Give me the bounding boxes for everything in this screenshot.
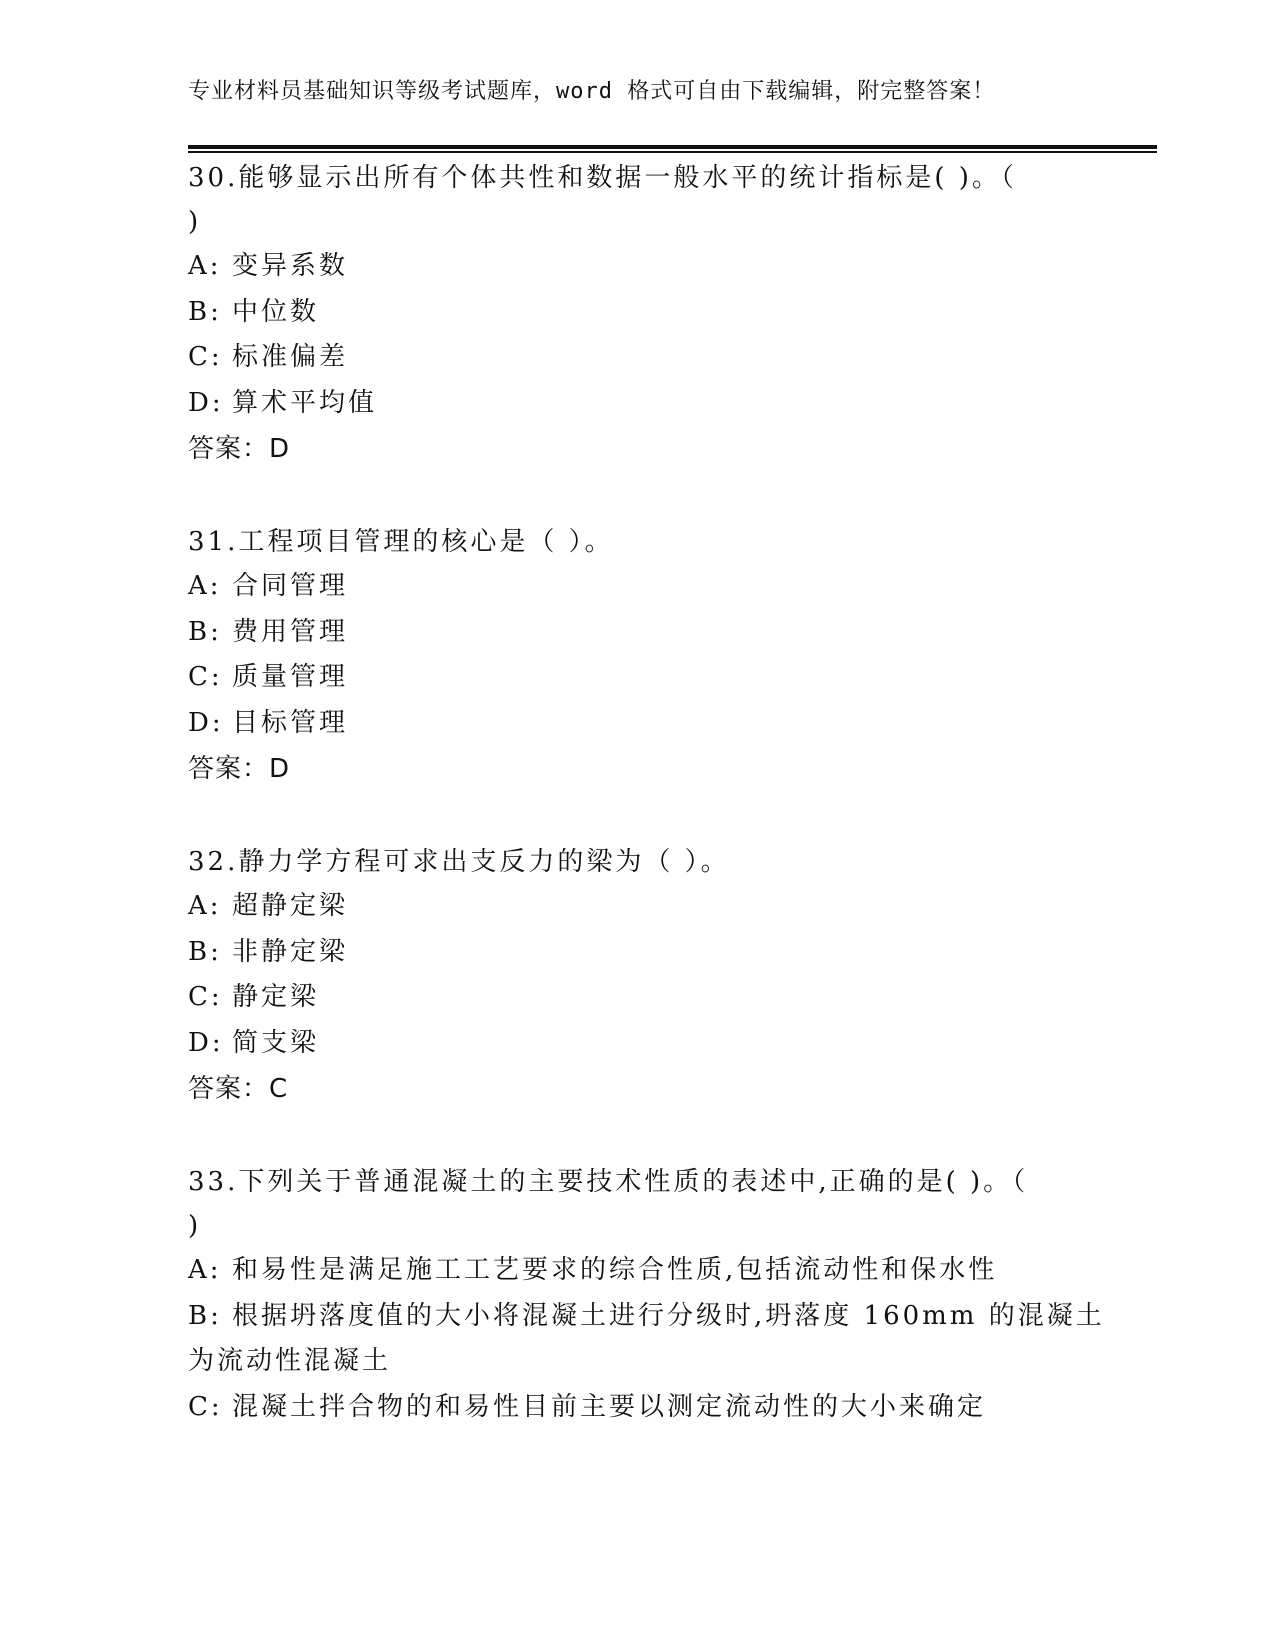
option-text: 费用管理: [232, 616, 349, 647]
option-c: [188, 655, 1088, 701]
option-text: 标准偏差: [232, 342, 349, 372]
option-text: 质量管理: [232, 662, 349, 692]
option-c: [188, 335, 1088, 381]
header-rule-thick: [188, 145, 1157, 149]
option-b-cont: 为流动性混凝土: [188, 1346, 392, 1376]
option-letter: D:: [188, 707, 224, 738]
option-text: 合同管理: [232, 571, 349, 601]
question-30: [188, 156, 1088, 472]
option-letter: C:: [188, 662, 223, 692]
question-33: [188, 1160, 1105, 1430]
option-letter: C:: [188, 1391, 223, 1422]
option-letter: A:: [188, 1255, 222, 1285]
option-c: [188, 975, 1088, 1021]
option-a: [188, 564, 1088, 610]
option-text: 简支梁: [232, 1027, 320, 1058]
option-text: 超静定梁: [232, 891, 349, 921]
option-d: [188, 381, 1088, 427]
question-stem: 33.下列关于普通混凝土的主要技术性质的表述中,正确的是( )。（: [188, 1167, 1029, 1197]
option-text: 非静定梁: [232, 936, 349, 967]
option-c: [188, 1385, 1088, 1431]
question-stem: 31.工程项目管理的核心是（ ）。: [188, 527, 614, 557]
option-b: [188, 1294, 1105, 1340]
option-letter: B:: [188, 1300, 222, 1331]
option-a: [188, 1248, 1088, 1294]
option-letter: C:: [188, 342, 223, 372]
option-d: [188, 1021, 1088, 1067]
option-letter: B:: [188, 296, 222, 327]
question-32: [188, 840, 1088, 1112]
option-b: [188, 930, 1088, 976]
option-letter: C:: [188, 982, 223, 1012]
option-letter: B:: [188, 616, 222, 647]
question-31: [188, 520, 1088, 792]
option-b: [188, 290, 1088, 336]
option-text: 混凝土拌合物的和易性目前主要以测定流动性的大小来确定: [232, 1391, 987, 1422]
question-stem: 32.静力学方程可求出支反力的梁为（ ）。: [188, 847, 730, 877]
option-text: 静定梁: [232, 982, 320, 1012]
question-stem: 30.能够显示出所有个体共性和数据一般水平的统计指标是( )。（: [188, 163, 1017, 193]
option-text: 根据坍落度值的大小将混凝土进行分级时,坍落度 160mm 的混凝土: [232, 1300, 1105, 1331]
question-stem-cont: ): [188, 207, 202, 237]
option-text: 目标管理: [232, 707, 349, 738]
option-letter: D:: [188, 387, 224, 418]
header-rule-thin: [188, 151, 1157, 153]
option-d: [188, 701, 1088, 747]
option-text: 中位数: [232, 296, 320, 327]
option-text: 变异系数: [232, 251, 349, 281]
page-header: 专业材料员基础知识等级考试题库，word 格式可自由下载编辑，附完整答案！: [188, 79, 996, 104]
option-letter: A:: [188, 891, 222, 921]
option-a: [188, 244, 1088, 290]
option-b: [188, 610, 1088, 656]
question-list: [188, 156, 1105, 1478]
option-letter: A:: [188, 251, 222, 281]
answer-line: 答案：D: [188, 434, 291, 464]
option-text: 算术平均值: [232, 387, 378, 418]
option-letter: D:: [188, 1027, 224, 1058]
answer-line: 答案：C: [188, 1074, 289, 1104]
option-letter: A:: [188, 571, 222, 601]
answer-line: 答案：D: [188, 754, 291, 784]
option-a: [188, 884, 1088, 930]
option-text: 和易性是满足施工工艺要求的综合性质,包括流动性和保水性: [232, 1255, 998, 1285]
question-stem-cont: ): [188, 1211, 202, 1241]
option-letter: B:: [188, 936, 222, 967]
